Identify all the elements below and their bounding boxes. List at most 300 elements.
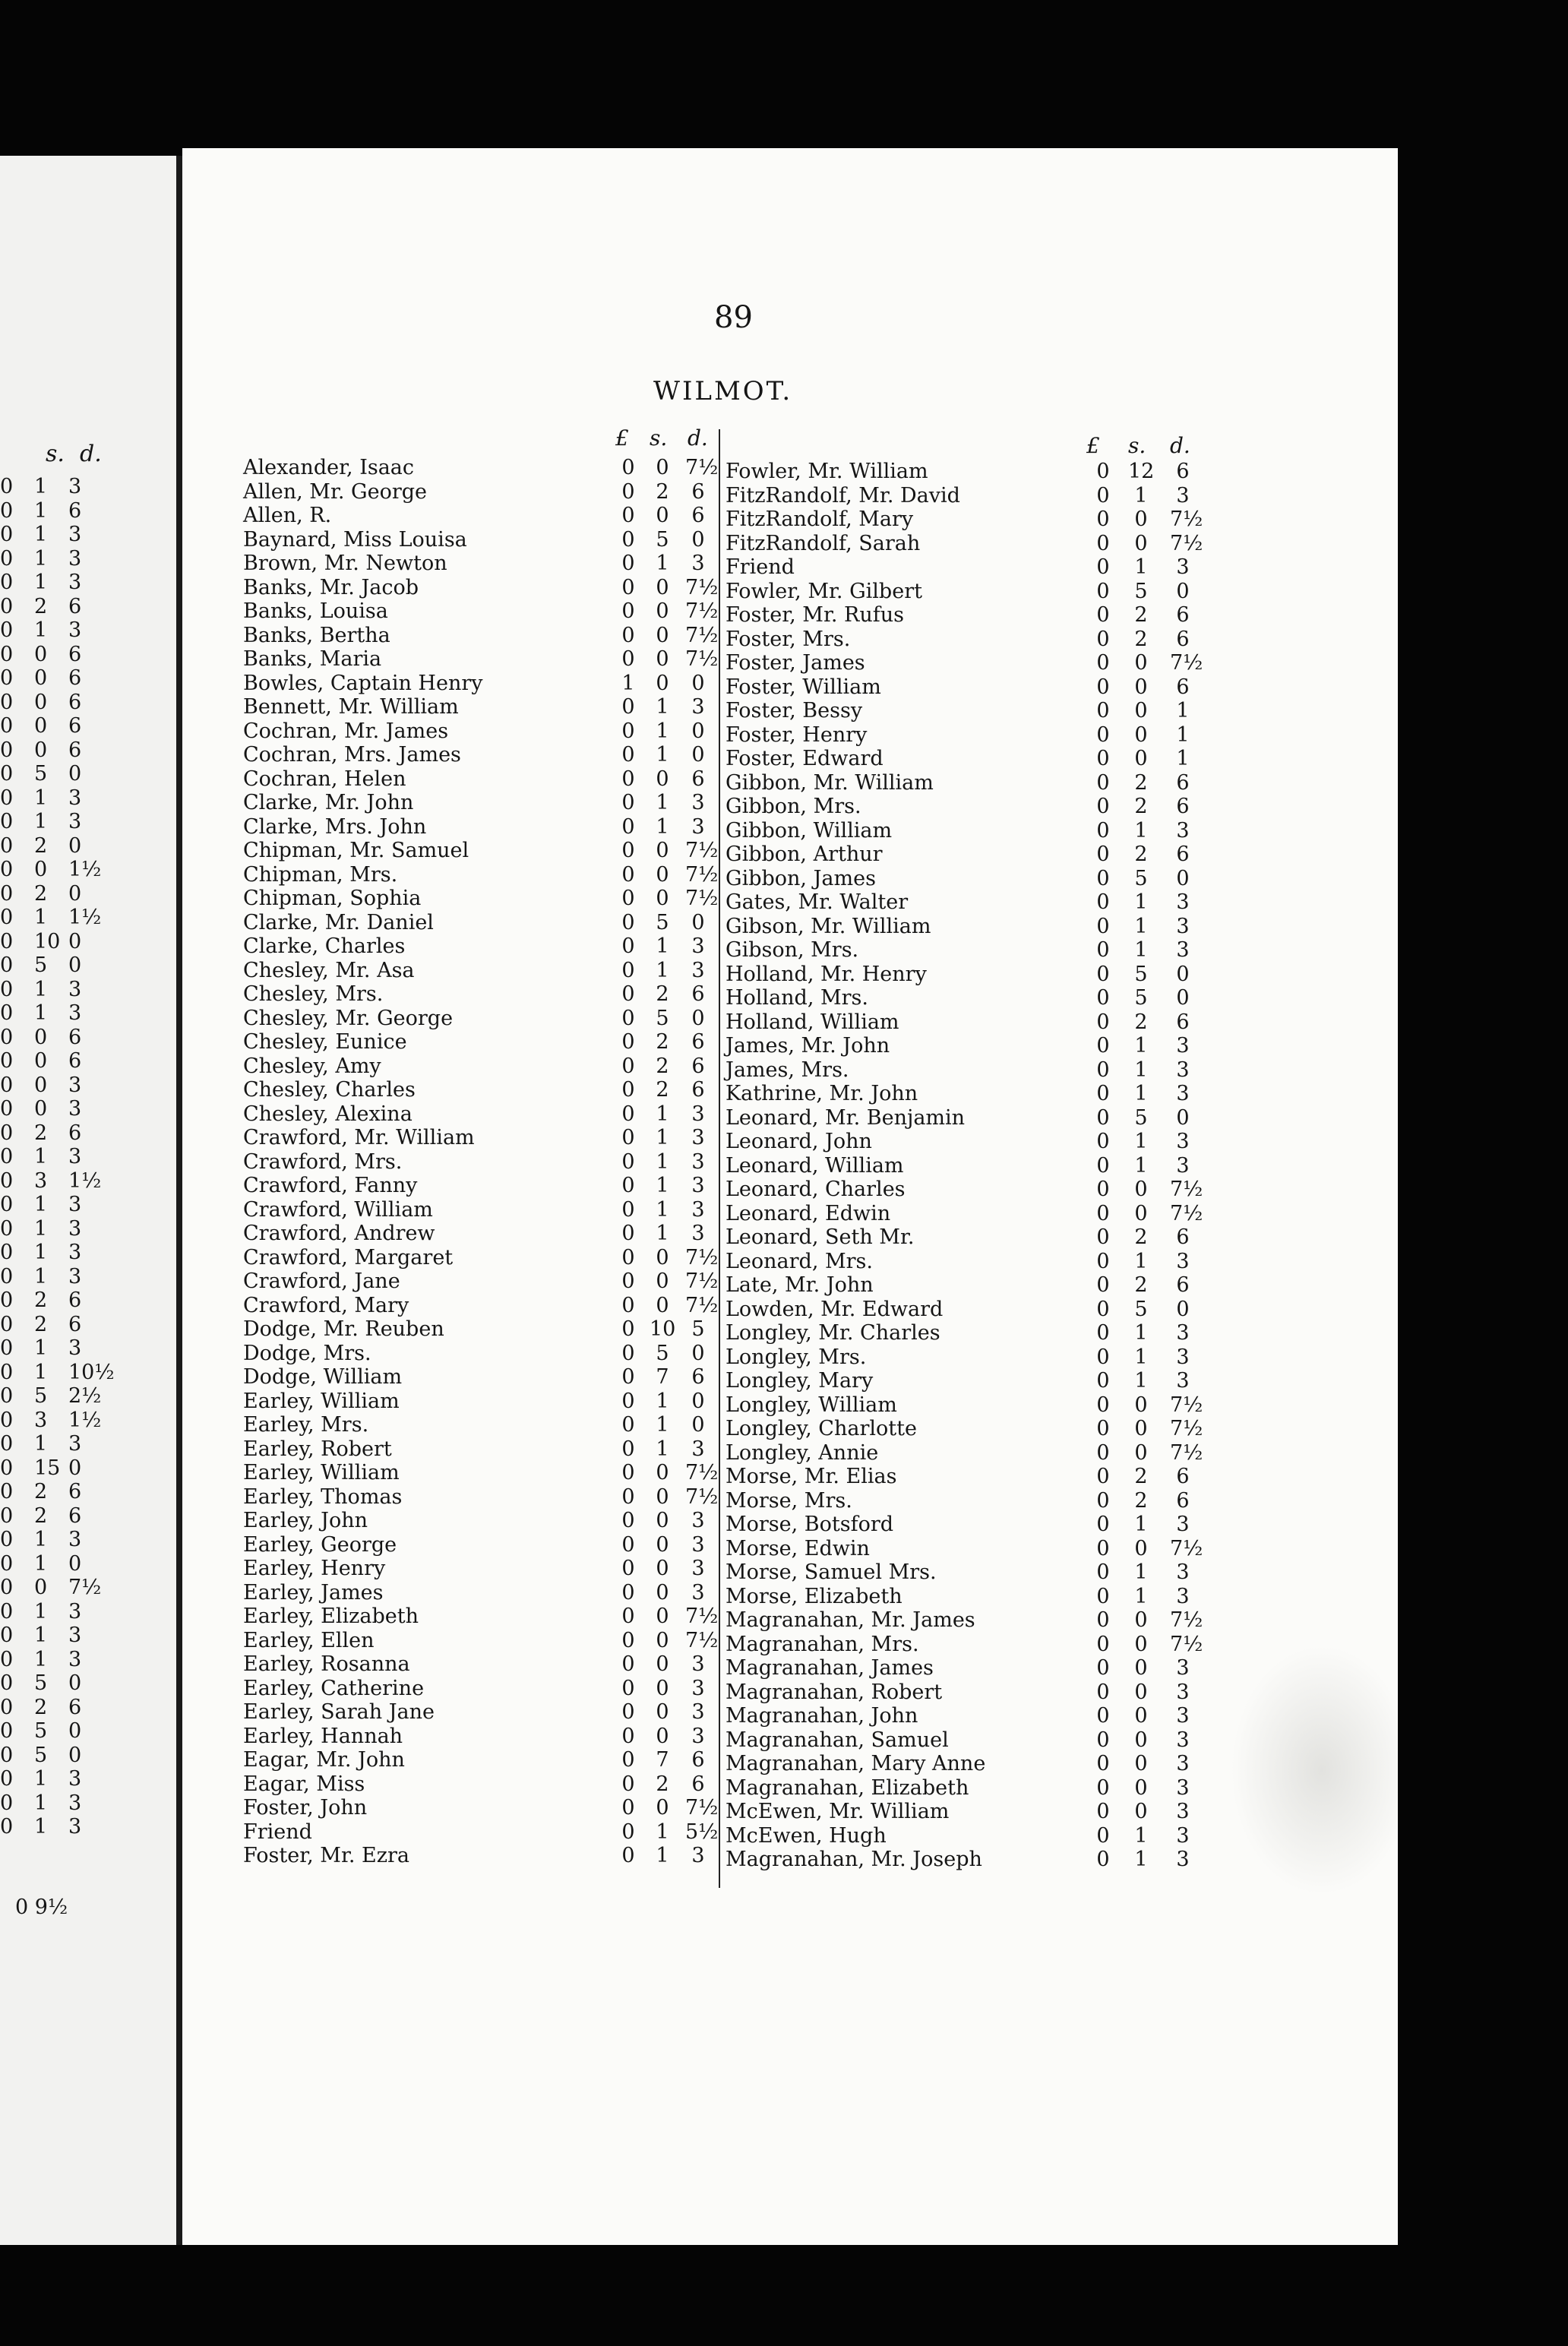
- subscriber-row: [243, 887, 719, 911]
- subscriber-name: Gibbon, Arthur: [726, 843, 883, 866]
- subscriber-name: Chesley, Eunice: [243, 1030, 407, 1054]
- amount-pence: 6: [691, 1078, 705, 1102]
- subscriber-name: Bowles, Captain Henry: [243, 671, 483, 695]
- subscriber-name: Friend: [726, 555, 795, 579]
- amount-shillings: 1: [656, 1149, 669, 1174]
- subscriber-row: [243, 1007, 714, 1031]
- subscriber-name: Dodge, Mrs.: [243, 1341, 371, 1365]
- amount-pence: 7½: [685, 1605, 719, 1628]
- amount-pounds: 0: [0, 1216, 14, 1241]
- amount-pence: 3: [691, 934, 705, 958]
- left-page-row: [0, 1552, 176, 1576]
- amount-shillings: 3: [34, 1408, 48, 1432]
- amount-shillings: 2: [34, 881, 48, 906]
- subscriber-name: Eagar, Miss: [243, 1772, 365, 1796]
- right-col-shillings-header: s.: [1128, 433, 1146, 458]
- left-col-pounds-header: £: [615, 425, 629, 451]
- subscriber-row: [243, 815, 714, 839]
- amount-pence: 3: [68, 618, 82, 642]
- amount-pounds: 0: [621, 1389, 635, 1413]
- amount-pounds: 0: [1096, 1823, 1110, 1848]
- left-page-row: [0, 1600, 176, 1624]
- subscriber-row: [726, 1106, 1212, 1130]
- left-page-row: [0, 691, 176, 715]
- subscriber-row: [243, 1198, 714, 1222]
- subscriber-name: Earley, Catherine: [243, 1676, 425, 1700]
- amount-pence: 6: [68, 642, 82, 666]
- left-page-row: [0, 1241, 176, 1265]
- amount-pounds: 0: [0, 1193, 14, 1216]
- amount-pence: 6: [1176, 1488, 1190, 1513]
- amount-shillings: 0: [1134, 1632, 1148, 1656]
- amount-pounds: 0: [621, 862, 635, 887]
- amount-shillings: 1: [34, 1216, 48, 1241]
- amount-pounds: 0: [621, 1341, 635, 1365]
- amount-pounds: 0: [1096, 603, 1110, 627]
- amount-pounds: 0: [0, 546, 14, 571]
- amount-shillings: 1: [1134, 938, 1148, 962]
- amount-pounds: 0: [0, 1145, 14, 1168]
- subscriber-row: [243, 1796, 719, 1820]
- subscriber-row: [243, 1078, 714, 1102]
- subscriber-name: Fowler, Mr. William: [726, 460, 928, 483]
- amount-pounds: 0: [1096, 1752, 1110, 1775]
- subscriber-row: [726, 1776, 1212, 1801]
- amount-shillings: 5: [34, 1743, 48, 1767]
- amount-pence: 6: [68, 1503, 82, 1528]
- amount-pence: 6: [691, 1748, 705, 1772]
- amount-pounds: 0: [621, 479, 635, 504]
- subscriber-name: Foster, William: [726, 675, 881, 699]
- amount-pounds: 0: [0, 1743, 14, 1767]
- amount-shillings: 0: [656, 1796, 669, 1820]
- subscriber-row: [726, 1608, 1212, 1633]
- left-page-row: [0, 1791, 176, 1816]
- amount-pence: 6: [691, 767, 705, 791]
- amount-pounds: 0: [621, 839, 635, 862]
- subscriber-row: [726, 1680, 1212, 1705]
- amount-pence: 7½: [685, 623, 719, 647]
- subscriber-row: [726, 484, 1212, 508]
- previous-page-fragment: [0, 156, 176, 2245]
- amount-pence: 3: [1176, 938, 1190, 962]
- amount-pounds: 0: [1096, 1465, 1110, 1488]
- amount-pence: 3: [68, 1097, 82, 1121]
- amount-pounds: 0: [0, 1025, 14, 1049]
- subscriber-row: [726, 1178, 1212, 1202]
- amount-pence: 3: [1176, 1656, 1190, 1680]
- left-page-row: [0, 1361, 176, 1385]
- subscriber-row: [726, 1298, 1212, 1322]
- amount-shillings: 0: [656, 862, 669, 887]
- amount-pounds: 0: [0, 906, 14, 929]
- subscriber-row: [726, 1513, 1212, 1537]
- amount-pence: 6: [68, 738, 82, 762]
- subscriber-row: [243, 1772, 714, 1797]
- subscriber-row: [726, 1465, 1212, 1489]
- amount-pence: 0: [691, 1389, 705, 1413]
- amount-pounds: 0: [1096, 818, 1110, 843]
- amount-pounds: 0: [0, 1073, 14, 1097]
- left-page-rows: [0, 475, 176, 1839]
- amount-pounds: 0: [0, 690, 14, 714]
- amount-pence: 3: [691, 958, 705, 982]
- amount-shillings: 2: [1134, 1225, 1148, 1249]
- amount-pence: 6: [68, 714, 82, 738]
- subscriber-name: Holland, William: [726, 1010, 899, 1034]
- subscriber-row: [726, 1058, 1212, 1083]
- amount-shillings: 1: [1134, 1560, 1148, 1584]
- amount-pounds: 0: [621, 1628, 635, 1652]
- amount-pounds: 0: [1096, 1297, 1110, 1321]
- subscriber-name: Baynard, Miss Louisa: [243, 527, 467, 552]
- amount-pounds: 0: [0, 1456, 14, 1480]
- amount-pence: 6: [68, 498, 82, 523]
- left-page-row: [0, 1696, 176, 1720]
- amount-pounds: 0: [1096, 938, 1110, 962]
- amount-pence: 3: [1176, 1249, 1190, 1273]
- amount-pence: 3: [68, 523, 82, 546]
- amount-pence: 6: [68, 1312, 82, 1336]
- amount-shillings: 0: [34, 858, 48, 881]
- amount-pounds: 0: [1096, 1440, 1110, 1465]
- amount-pounds: 0: [0, 881, 14, 906]
- amount-pence: 6: [1176, 675, 1190, 699]
- amount-pence: 3: [691, 1102, 705, 1126]
- amount-shillings: 0: [34, 666, 48, 690]
- amount-pounds: 0: [1096, 795, 1110, 818]
- amount-shillings: 3: [34, 1168, 48, 1193]
- amount-pence: 7½: [685, 1245, 719, 1269]
- amount-shillings: 5: [1134, 986, 1148, 1010]
- amount-shillings: 1: [1134, 1513, 1148, 1536]
- subscriber-name: Chipman, Mr. Samuel: [243, 839, 469, 862]
- amount-pence: 1½: [68, 906, 102, 929]
- amount-pounds: 0: [0, 1384, 14, 1408]
- amount-pounds: 0: [0, 666, 14, 690]
- subscriber-row: [726, 1560, 1212, 1585]
- amount-pounds: 0: [1096, 1608, 1110, 1632]
- amount-pence: 6: [1176, 843, 1190, 866]
- amount-pounds: 0: [0, 833, 14, 858]
- left-page-row: [0, 1719, 176, 1744]
- amount-shillings: 5: [1134, 579, 1148, 603]
- amount-shillings: 0: [1134, 1608, 1148, 1632]
- subscriber-name: Longley, Mrs.: [726, 1345, 867, 1369]
- subscriber-name: Crawford, Mary: [243, 1293, 409, 1317]
- subscriber-row: [726, 1537, 1212, 1561]
- amount-pounds: 0: [621, 1820, 635, 1844]
- book-spine: [176, 156, 182, 2245]
- amount-pence: 10½: [68, 1360, 115, 1384]
- subscriber-row: [243, 1581, 714, 1605]
- amount-pounds: 0: [1096, 747, 1110, 770]
- left-page-row: [0, 1409, 176, 1433]
- amount-pence: 5: [691, 1317, 705, 1341]
- amount-pounds: 0: [621, 719, 635, 743]
- amount-shillings: 0: [34, 1025, 48, 1049]
- amount-pounds: 0: [0, 1312, 14, 1336]
- subscriber-name: Chesley, Charles: [243, 1078, 416, 1102]
- amount-shillings: 2: [34, 1480, 48, 1503]
- subscriber-name: Magranahan, Mr. Joseph: [726, 1848, 982, 1871]
- left-page-row: [0, 1145, 176, 1169]
- subscriber-name: Earley, Elizabeth: [243, 1605, 419, 1628]
- amount-pence: 6: [1176, 1010, 1190, 1034]
- left-page-row: [0, 1480, 176, 1504]
- amount-shillings: 0: [656, 1628, 669, 1652]
- amount-pounds: 0: [0, 1791, 14, 1815]
- amount-pence: 3: [1176, 1800, 1190, 1823]
- amount-pence: 6: [691, 1772, 705, 1796]
- amount-pence: 3: [691, 1724, 705, 1748]
- subscriber-name: Allen, R.: [243, 504, 332, 527]
- amount-shillings: 1: [1134, 1345, 1148, 1369]
- subscriber-name: Longley, Mr. Charles: [726, 1321, 940, 1345]
- left-page-row: [0, 930, 176, 954]
- left-page-row: [0, 1336, 176, 1361]
- amount-pounds: 0: [621, 1317, 635, 1341]
- subscriber-row: [726, 963, 1212, 987]
- amount-shillings: 1: [1134, 1584, 1148, 1608]
- amount-shillings: 1: [34, 618, 48, 642]
- amount-shillings: 0: [656, 1652, 669, 1676]
- left-page-row: [0, 762, 176, 786]
- subscriber-name: Earley, James: [243, 1580, 384, 1605]
- amount-pence: 3: [691, 695, 705, 719]
- amount-pounds: 0: [0, 714, 14, 738]
- amount-pounds: 0: [621, 887, 635, 910]
- amount-shillings: 0: [656, 1484, 669, 1509]
- subscriber-row: [726, 1154, 1212, 1178]
- amount-shillings: 1: [1134, 1321, 1148, 1345]
- amount-shillings: 0: [656, 1676, 669, 1700]
- amount-pence: 3: [1176, 555, 1190, 579]
- amount-shillings: 0: [1134, 1800, 1148, 1823]
- subscriber-list-right: [726, 460, 1212, 1872]
- amount-shillings: 0: [34, 1576, 48, 1599]
- amount-shillings: 2: [1134, 1273, 1148, 1297]
- amount-shillings: 1: [1134, 890, 1148, 914]
- amount-pounds: 0: [621, 1484, 635, 1509]
- amount-pence: 3: [691, 1197, 705, 1222]
- subscriber-row: [243, 982, 714, 1007]
- amount-pounds: 0: [621, 1030, 635, 1054]
- subscriber-name: Chesley, Alexina: [243, 1102, 413, 1126]
- amount-pence: 3: [691, 552, 705, 575]
- amount-pence: 3: [1176, 1153, 1190, 1178]
- subscriber-row: [726, 1345, 1212, 1370]
- subscriber-name: Eagar, Mr. John: [243, 1748, 405, 1772]
- amount-pounds: 0: [0, 571, 14, 594]
- amount-pounds: 0: [621, 1532, 635, 1557]
- amount-pounds: 0: [1096, 890, 1110, 914]
- amount-pounds: 0: [621, 1269, 635, 1293]
- subscriber-row: [243, 1245, 719, 1270]
- amount-pounds: 0: [1096, 507, 1110, 531]
- amount-shillings: 1: [656, 743, 669, 767]
- amount-shillings: 0: [1134, 1728, 1148, 1752]
- subscriber-row: [243, 1222, 714, 1246]
- amount-pounds: 0: [1096, 1249, 1110, 1273]
- left-page-row: [0, 953, 176, 978]
- amount-pence: 3: [1176, 1321, 1190, 1345]
- amount-pence: 7½: [685, 862, 719, 887]
- amount-pence: 3: [691, 1652, 705, 1676]
- amount-pounds: 0: [1096, 531, 1110, 555]
- amount-pence: 3: [68, 1193, 82, 1216]
- subscriber-name: Leonard, Charles: [726, 1178, 906, 1201]
- subscriber-row: [726, 1273, 1212, 1298]
- amount-pounds: 0: [1096, 1130, 1110, 1153]
- left-page-row: [0, 1073, 176, 1098]
- amount-pence: 3: [691, 1437, 705, 1461]
- amount-shillings: 0: [1134, 675, 1148, 699]
- amount-pence: 7½: [685, 1269, 719, 1293]
- subscriber-row: [726, 867, 1212, 891]
- left-page-row: [0, 1744, 176, 1768]
- subscriber-name: Morse, Elizabeth: [726, 1584, 903, 1608]
- amount-shillings: 0: [1134, 507, 1148, 531]
- amount-pence: 7½: [685, 1796, 719, 1820]
- amount-pence: 3: [691, 1174, 705, 1197]
- subscriber-name: Dodge, William: [243, 1365, 403, 1389]
- amount-shillings: 1: [34, 571, 48, 594]
- left-page-row: [0, 618, 176, 643]
- amount-shillings: 5: [656, 1006, 669, 1030]
- amount-pence: 2½: [68, 1384, 102, 1408]
- subscriber-row: [243, 1437, 714, 1462]
- subscriber-row: [243, 1030, 714, 1054]
- amount-pence: 3: [68, 1073, 82, 1097]
- subscriber-name: Crawford, Andrew: [243, 1222, 435, 1245]
- amount-pounds: 0: [1096, 1536, 1110, 1560]
- amount-shillings: 0: [1134, 1440, 1148, 1465]
- left-page-row: [0, 1121, 176, 1146]
- amount-pounds: 0: [1096, 1632, 1110, 1656]
- subscriber-row: [243, 862, 719, 887]
- subscriber-name: Foster, Mr. Ezra: [243, 1844, 409, 1867]
- amount-pence: 0: [68, 1671, 82, 1695]
- amount-shillings: 1: [34, 546, 48, 571]
- amount-pence: 7½: [68, 1576, 102, 1599]
- left-page-row: [0, 1432, 176, 1456]
- subscriber-row: [243, 959, 714, 983]
- amount-shillings: 5: [34, 762, 48, 786]
- subscriber-row: [243, 1533, 714, 1557]
- left-header-shillings: s.: [46, 441, 65, 467]
- amount-pence: 3: [68, 571, 82, 594]
- amount-pounds: 0: [1096, 483, 1110, 507]
- amount-pounds: 0: [621, 599, 635, 623]
- amount-pounds: 0: [0, 1288, 14, 1312]
- subscriber-name: Clarke, Mr. Daniel: [243, 910, 434, 934]
- amount-pence: 7½: [685, 647, 719, 671]
- amount-pounds: 0: [1096, 1560, 1110, 1584]
- amount-pounds: 0: [621, 1293, 635, 1317]
- amount-shillings: 0: [34, 690, 48, 714]
- amount-pence: 3: [691, 1126, 705, 1149]
- subscriber-row: [243, 767, 714, 792]
- amount-shillings: 0: [656, 1700, 669, 1724]
- amount-pounds: 0: [621, 695, 635, 719]
- amount-pence: 6: [1176, 627, 1190, 651]
- subscriber-name: Leonard, William: [726, 1153, 904, 1178]
- amount-shillings: 1: [1134, 483, 1148, 507]
- subscriber-name: Magranahan, Samuel: [726, 1728, 949, 1752]
- amount-shillings: 5: [34, 1671, 48, 1695]
- amount-shillings: 1: [656, 1174, 669, 1197]
- subscriber-row: [243, 1484, 719, 1510]
- subscriber-row: [243, 1365, 714, 1390]
- subscriber-row: [726, 1704, 1212, 1728]
- amount-pence: 1: [1176, 722, 1190, 747]
- subscriber-name: Brown, Mr. Newton: [243, 552, 447, 575]
- subscriber-name: Magranahan, Robert: [726, 1680, 943, 1704]
- subscriber-row: [243, 1102, 714, 1127]
- subscriber-name: Crawford, Mrs.: [243, 1149, 403, 1174]
- amount-shillings: 0: [656, 671, 669, 695]
- left-page-row: [0, 978, 176, 1002]
- amount-pence: 3: [691, 1222, 705, 1245]
- amount-pence: 3: [691, 1532, 705, 1557]
- amount-pounds: 1: [621, 671, 635, 695]
- amount-shillings: 5: [34, 1384, 48, 1408]
- subscriber-name: Magranahan, John: [726, 1704, 918, 1728]
- amount-pounds: 0: [0, 475, 14, 498]
- amount-pounds: 0: [0, 618, 14, 642]
- amount-pounds: 0: [621, 1461, 635, 1484]
- subscriber-row: [243, 1317, 714, 1342]
- left-page-row: [0, 714, 176, 738]
- amount-pence: 6: [1176, 770, 1190, 795]
- amount-pence: 3: [691, 1844, 705, 1867]
- amount-pence: 6: [691, 1054, 705, 1078]
- amount-pence: 3: [691, 1149, 705, 1174]
- amount-pence: 3: [68, 475, 82, 498]
- left-page-row: [0, 738, 176, 763]
- amount-pounds: 0: [0, 1647, 14, 1671]
- subscriber-row: [243, 1461, 719, 1485]
- amount-shillings: 0: [656, 1245, 669, 1269]
- amount-pounds: 0: [0, 1551, 14, 1576]
- subscriber-row: [243, 504, 714, 528]
- amount-shillings: 2: [34, 1121, 48, 1145]
- subscriber-row: [243, 623, 719, 648]
- amount-pence: 7½: [685, 887, 719, 910]
- amount-pence: 7½: [1170, 651, 1203, 675]
- amount-pounds: 0: [621, 1102, 635, 1126]
- amount-shillings: 1: [34, 977, 48, 1001]
- subscriber-name: Cochran, Mr. James: [243, 719, 449, 743]
- amount-pence: 3: [1176, 914, 1190, 938]
- amount-pounds: 0: [621, 814, 635, 839]
- amount-shillings: 5: [34, 953, 48, 977]
- amount-pounds: 0: [1096, 1273, 1110, 1297]
- amount-pence: 3: [68, 1145, 82, 1168]
- amount-pence: 3: [68, 810, 82, 833]
- left-page-row: [0, 1648, 176, 1672]
- subscriber-name: Longley, Annie: [726, 1440, 879, 1465]
- left-page-row: [0, 571, 176, 595]
- amount-pence: 3: [1176, 483, 1190, 507]
- amount-shillings: 2: [1134, 1488, 1148, 1513]
- subscriber-row: [243, 1628, 719, 1653]
- subscriber-name: Holland, Mrs.: [726, 986, 868, 1010]
- subscriber-row: [726, 723, 1212, 748]
- amount-pounds: 0: [0, 762, 14, 786]
- subscriber-name: Cochran, Helen: [243, 767, 406, 791]
